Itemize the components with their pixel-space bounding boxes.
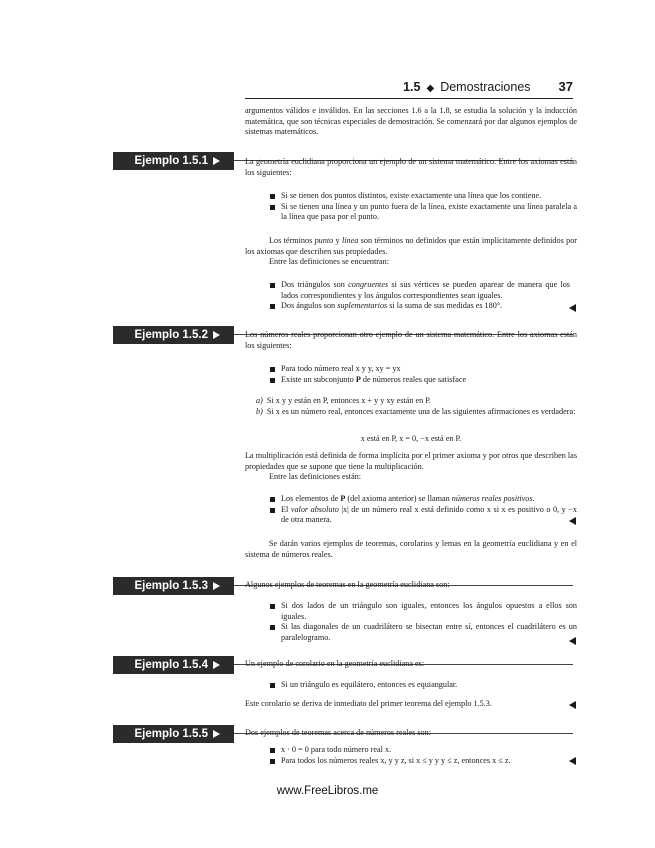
example-1-5-4-body [245,659,577,670]
example-label-1-5-5 [113,725,234,743]
triangle-right-icon [213,582,220,590]
example-1-5-2-center-line: x está en P, x = 0, −x está en P. [360,434,462,443]
example-1-5-4-items [270,680,577,691]
example-1-5-2-mult [245,451,577,483]
example-label-1-5-1 [113,152,234,170]
section-title: Demostraciones [440,80,531,94]
square-bullet-icon [270,748,275,753]
end-of-example-icon [569,757,576,765]
square-bullet-icon [270,683,275,688]
list-item: Para todo número real x y y, xy = yx [270,364,577,375]
end-of-example-icon [569,304,576,312]
example-lead: Un ejemplo de corolario en la geometría euclidiana es: [245,659,425,668]
square-bullet-icon [270,283,275,288]
list-item: x · 0 = 0 para todo número real x. [270,745,570,756]
example-1-5-3-body [245,580,577,591]
list-item: Para todos los números reales x, y y z, si x ≤ y y y ≤ z, entonces x ≤ z. [270,756,570,767]
example-lead: Dos ejemplos de teoremas acerca de números reales son: [245,728,431,737]
sub-item-b: b) Si x es un número real, entonces exactamente una de las siguientes afirmaciones es verdadera: [256,406,576,416]
end-of-example-icon [569,517,576,525]
example-1-5-2-closing: Se darán varios ejemplos de teoremas, corolarios y lemas en la geometría euclidiana y en el sistema de números reales. [245,539,577,559]
intro-text: argumentos válidos e inválidos. En las secciones 1.6 a la 1.8, se estudia la solución y la inducción matemática, que son técnicas especiales de demostración. Se comenzará por dar algunos ejemplos de sistemas matemáticos. [245,106,577,137]
example-lead: Algunos ejemplos de teoremas en la geometría euclidiana son: [245,580,450,589]
list-item: El valor absoluto |x| de un número real x está definido como x si x es positivo o 0, y −x de otra manera. [270,505,577,526]
square-bullet-icon [270,508,275,513]
example-label-text: Ejemplo 1.5.1 [134,155,208,167]
example-1-5-5-items [270,745,570,766]
section-number: 1.5 [403,80,421,94]
square-bullet-icon [270,604,275,609]
example-1-5-2-definitions [270,494,577,526]
list-item: Los elementos de P (del axioma anterior) se llaman números reales positivos. [270,494,577,505]
example-1-5-2-body [245,330,577,351]
example-label-text: Ejemplo 1.5.4 [134,659,208,671]
list-item: Si las diagonales de un cuadrilátero se bisectan entre sí, entonces el cuadrilátero es un paralelogramo. [270,622,577,643]
triangle-right-icon [213,331,220,339]
example-1-5-2-subitems [256,396,577,417]
definitions-intro: Entre las definiciones están: [269,472,362,482]
example-1-5-1-terms [245,236,577,268]
example-label-1-5-4 [113,656,234,674]
example-label-1-5-2 [113,326,234,344]
running-header [403,79,573,94]
list-item: Si se tienen dos puntos distintos, existe exactamente una línea que los contiene. [270,191,577,202]
list-item: Existe un subconjunto P de números reales que satisface [270,375,577,386]
square-bullet-icon [270,304,275,309]
square-bullet-icon [270,497,275,502]
list-item: Dos triángulos son congruentes si sus vértices se pueden aparear de manera que los lados correspondientes y los ángulos correspondientes sean iguales. [270,280,570,301]
page-number: 37 [558,79,573,94]
square-bullet-icon [270,759,275,764]
triangle-right-icon [213,157,220,165]
square-bullet-icon [270,367,275,372]
terms-paragraph: Los términos punto y línea son términos no definidos que están implícitamente definidos por los axiomas que describen sus propiedades. [245,236,578,256]
square-bullet-icon [270,205,275,210]
footer-watermark: www.FreeLibros.me [276,785,379,797]
example-label-1-5-3 [113,577,234,595]
list-item: Si dos lados de un triángulo son iguales, entonces los ángulos opuestos a ellos son iguales. [270,601,577,622]
end-of-example-icon [569,701,576,709]
example-1-5-2-axioms [270,364,577,385]
square-bullet-icon [270,625,275,630]
example-lead: La geometría euclidiana proporciona un ejemplo de un sistema matemático. Entre los axiomas están los siguientes: [245,157,577,177]
example-label-text: Ejemplo 1.5.2 [134,329,208,341]
triangle-right-icon [213,730,220,738]
example-label-text: Ejemplo 1.5.3 [134,580,208,592]
example-1-5-1-definitions [270,280,570,312]
example-1-5-1-axioms [270,191,577,223]
example-1-5-5-body [245,728,577,739]
square-bullet-icon [270,194,275,199]
sub-item-a: a) Si x y y están en P, entonces x + y y xy están en P. [256,396,431,405]
list-item: Si se tienen una línea y un punto fuera de la línea, existe exactamente una línea paralela a la línea que pasa por el punto. [270,202,577,223]
intro-paragraph [245,106,577,138]
example-1-5-4-closing: Este corolario se deriva de inmediato del primer teorema del ejemplo 1.5.3. [245,699,492,708]
example-1-5-1-body [245,157,577,178]
example-label-text: Ejemplo 1.5.5 [134,728,208,740]
end-of-example-icon [569,637,576,645]
list-item: Si un triángulo es equilátero, entonces es equiangular. [270,680,577,691]
example-1-5-3-items [270,601,577,643]
square-bullet-icon [270,378,275,383]
header-rule [245,98,573,99]
diamond-icon: ◆ [426,83,435,94]
triangle-right-icon [213,661,220,669]
definitions-intro: Entre las definiciones se encuentran: [269,257,390,267]
example-lead: Los números reales proporcionan otro ejemplo de un sistema matemático. Entre los axiomas están los siguientes: [245,330,577,350]
multiplication-paragraph: La multiplicación está definida de forma implícita por el primer axioma y por otros que describen las propiedades que se supone que tiene la multiplicación. [245,451,577,471]
list-item: Dos ángulos son suplementarios si la suma de sus medidas es 180°. [270,301,570,312]
